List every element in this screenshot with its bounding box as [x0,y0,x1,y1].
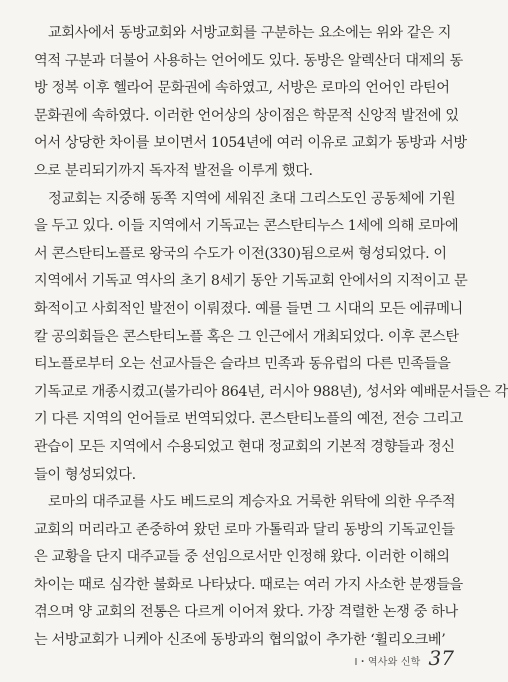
paragraph-3 [34,489,463,655]
text-line: 역적 구분과 더불어 사용하는 언어에도 있다. 동방은 알렉산더 대제의 동 [34,52,463,69]
text-line: 교회사에서 동방교회와 서방교회를 구분하는 요소에는 위와 같은 지 [48,25,452,41]
text-line: 들이 형성되었다. [34,466,136,483]
text-line: 문화권에 속하였다. 이러한 언어상의 상이점은 학문적 신앙적 발전에 있 [34,107,459,124]
text-line: 티노플로부터 오는 선교사들은 슬라브 민족과 동유럽의 다른 민족들을 [34,356,451,373]
text-line: 어서 상당한 차이를 보이면서 1054년에 여러 이유로 교회가 동방과 서방 [34,135,467,152]
text-line: 칼 공의회들은 콘스탄티노플 혹은 그 인근에서 개최되었다. 이후 콘스탄 [34,328,459,345]
running-head: I・역사와 신학 [354,657,421,668]
text-line: 차이는 때로 심각한 불화로 나타났다. 때로는 여러 가지 사소한 분쟁들을 [34,576,463,593]
text-line: 기독교로 개종시켰고(불가리아 864년, 러시아 988년), 성서와 예배문서들은 각 [34,383,508,400]
text-line: 로마의 대주교를 사도 베드로의 계승자요 거룩한 위탁에 의한 우주적 [48,494,456,511]
text-line: 는 서방교회가 니케아 신조에 동방과의 협의없이 추가한 ‘휠리오크베’ [34,632,446,649]
page-number: 37 [428,646,454,670]
text-line: 은 교황을 단지 대주교들 중 선임으로서만 인정해 왔다. 이러한 이해의 [34,549,450,566]
text-line: 지역에서 기독교 역사의 초기 8세기 동안 기독교회 안에서의 지적이고 문 [34,273,468,290]
text-line: 정교회는 지중해 동쪽 지역에 세워진 초대 그리스도인 공동체에 기원 [48,190,456,207]
text-line: 겪으며 양 교회의 전통은 다르게 이어져 왔다. 가장 격렬한 논쟁 중 하나 [34,604,458,621]
text-line: 서 콘스탄티노플로 왕국의 수도가 이전(330)됨으로써 형성되었다. 이 [34,245,447,262]
text-line: 으로 분리되기까지 독자적 발전을 이루게 했다. [34,162,313,179]
text-line: 방 정복 이후 헬라어 문화권에 속하였고, 서방은 로마의 언어인 라틴어 [34,80,450,97]
text-line: 교회의 머리라고 존중하여 왔던 로마 가톨릭과 달리 동방의 기독교인들 [34,521,455,538]
page-footer [355,646,454,670]
text-line: 을 두고 있다. 이들 지역에서 기독교는 콘스탄티누스 1세에 의해 로마에 [34,218,459,235]
text-line: 기 다른 지역의 언어들로 번역되었다. 콘스탄티노플의 예전, 전승 그리고 [34,411,463,428]
text-line: 화적이고 사회적인 발전이 이뤄졌다. 예를 들면 그 시대의 모든 에큐메니 [34,300,463,317]
text-line: 관습이 모든 지역에서 수용되었고 현대 정교회의 기본적 경향들과 정신 [34,438,455,455]
paragraph-1 [34,20,467,186]
paragraph-2 [34,186,508,490]
